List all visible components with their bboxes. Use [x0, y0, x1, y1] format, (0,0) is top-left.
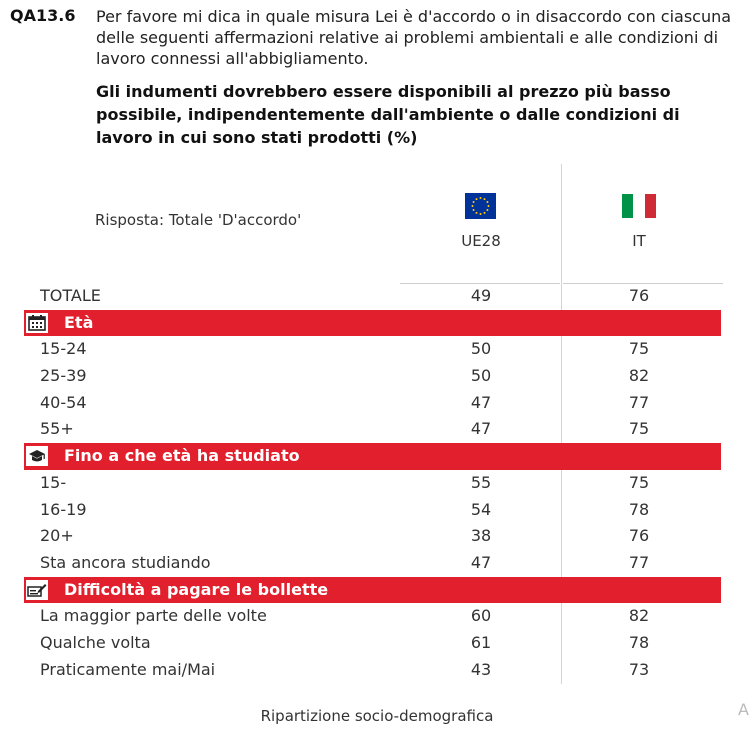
eu-star-icon	[486, 209, 488, 211]
value-it: 75	[628, 419, 650, 439]
eu-star-icon	[472, 205, 474, 207]
row-label: 20+	[40, 526, 74, 546]
row-label: Sta ancora studiando	[40, 552, 211, 572]
value-eu: 60	[470, 606, 492, 626]
value-eu: 43	[470, 659, 492, 679]
bill-payment-icon	[26, 580, 48, 600]
row-label: 25-39	[40, 366, 87, 386]
section-title: Fino a che età ha studiato	[64, 446, 300, 466]
value-eu: 38	[470, 526, 492, 546]
row-rule	[400, 283, 560, 284]
table-row	[0, 390, 754, 417]
value-it: 77	[628, 392, 650, 412]
section-title: Età	[64, 312, 94, 332]
eu-star-icon	[484, 212, 486, 214]
results-table	[0, 283, 754, 683]
row-label: TOTALE	[40, 286, 101, 305]
table-row	[0, 523, 754, 550]
value-it: 75	[628, 472, 650, 492]
value-it: 76	[628, 526, 650, 546]
value-eu: 54	[470, 499, 492, 519]
eu-star-icon	[473, 209, 475, 211]
row-label: 16-19	[40, 499, 87, 519]
row-rule	[563, 283, 723, 284]
row-label: La maggior parte delle volte	[40, 606, 267, 626]
table-row	[0, 603, 754, 630]
corner-text: A	[738, 700, 749, 719]
section-header-education	[24, 443, 721, 470]
question-id: QA13.6	[10, 6, 76, 25]
value-eu: 50	[470, 366, 492, 386]
value-it: 82	[628, 366, 650, 386]
value-it: 73	[628, 659, 650, 679]
calendar-icon	[26, 313, 48, 333]
question-text: Per favore mi dica in quale misura Lei è d'accordo o in disaccordo con ciascuna delle seguenti affermazioni relative ai problemi ambientali e alle condizioni di lavoro connessi all'abbigliamento.	[96, 7, 732, 68]
table-row	[0, 416, 754, 443]
eu-star-icon	[480, 197, 482, 199]
value-it: 75	[628, 339, 650, 359]
table-row	[0, 363, 754, 390]
table-row	[0, 470, 754, 497]
value-it: 77	[628, 552, 650, 572]
value-eu: 47	[470, 419, 492, 439]
table-row	[0, 550, 754, 577]
question-statement: Gli indumenti dovrebbero essere disponibili al prezzo più basso possibile, indipendentemente dall'ambiente o dalle condizioni di lavoro in cui sono stati prodotti (%)	[96, 82, 680, 147]
value-eu: 55	[470, 472, 492, 492]
response-label: Risposta: Totale 'D'accordo'	[95, 211, 302, 229]
column-header-it: IT	[632, 232, 646, 250]
graduation-cap-icon	[26, 446, 48, 466]
section-header-age	[24, 310, 721, 337]
value-eu: 47	[470, 392, 492, 412]
value-eu: 49	[470, 286, 492, 305]
table-row	[0, 497, 754, 524]
eu-star-icon	[473, 201, 475, 203]
row-label: 15-24	[40, 339, 87, 359]
value-it: 78	[628, 499, 650, 519]
value-it: 82	[628, 606, 650, 626]
eu-star-icon	[476, 212, 478, 214]
it-flag-icon	[622, 194, 656, 218]
table-row	[0, 630, 754, 657]
footer-caption: Ripartizione socio-demografica	[260, 707, 494, 725]
row-label: 55+	[40, 419, 74, 439]
value-eu: 61	[470, 632, 492, 652]
total-row	[0, 283, 754, 310]
value-it: 78	[628, 632, 650, 652]
eu-star-icon	[484, 198, 486, 200]
section-header-bills	[24, 577, 721, 604]
eu-flag-icon	[465, 193, 496, 219]
table-row	[0, 657, 754, 684]
row-label: 40-54	[40, 392, 87, 412]
value-it: 76	[628, 286, 650, 305]
eu-star-icon	[476, 198, 478, 200]
section-title: Difficoltà a pagare le bollette	[64, 579, 329, 599]
row-label: Qualche volta	[40, 632, 151, 652]
value-eu: 47	[470, 552, 492, 572]
eu-star-icon	[486, 201, 488, 203]
eu-star-icon	[480, 213, 482, 215]
table-row	[0, 336, 754, 363]
row-label: 15-	[40, 472, 67, 492]
row-label: Praticamente mai/Mai	[40, 659, 216, 679]
value-eu: 50	[470, 339, 492, 359]
column-header-eu: UE28	[461, 232, 501, 250]
eu-star-icon	[488, 205, 490, 207]
